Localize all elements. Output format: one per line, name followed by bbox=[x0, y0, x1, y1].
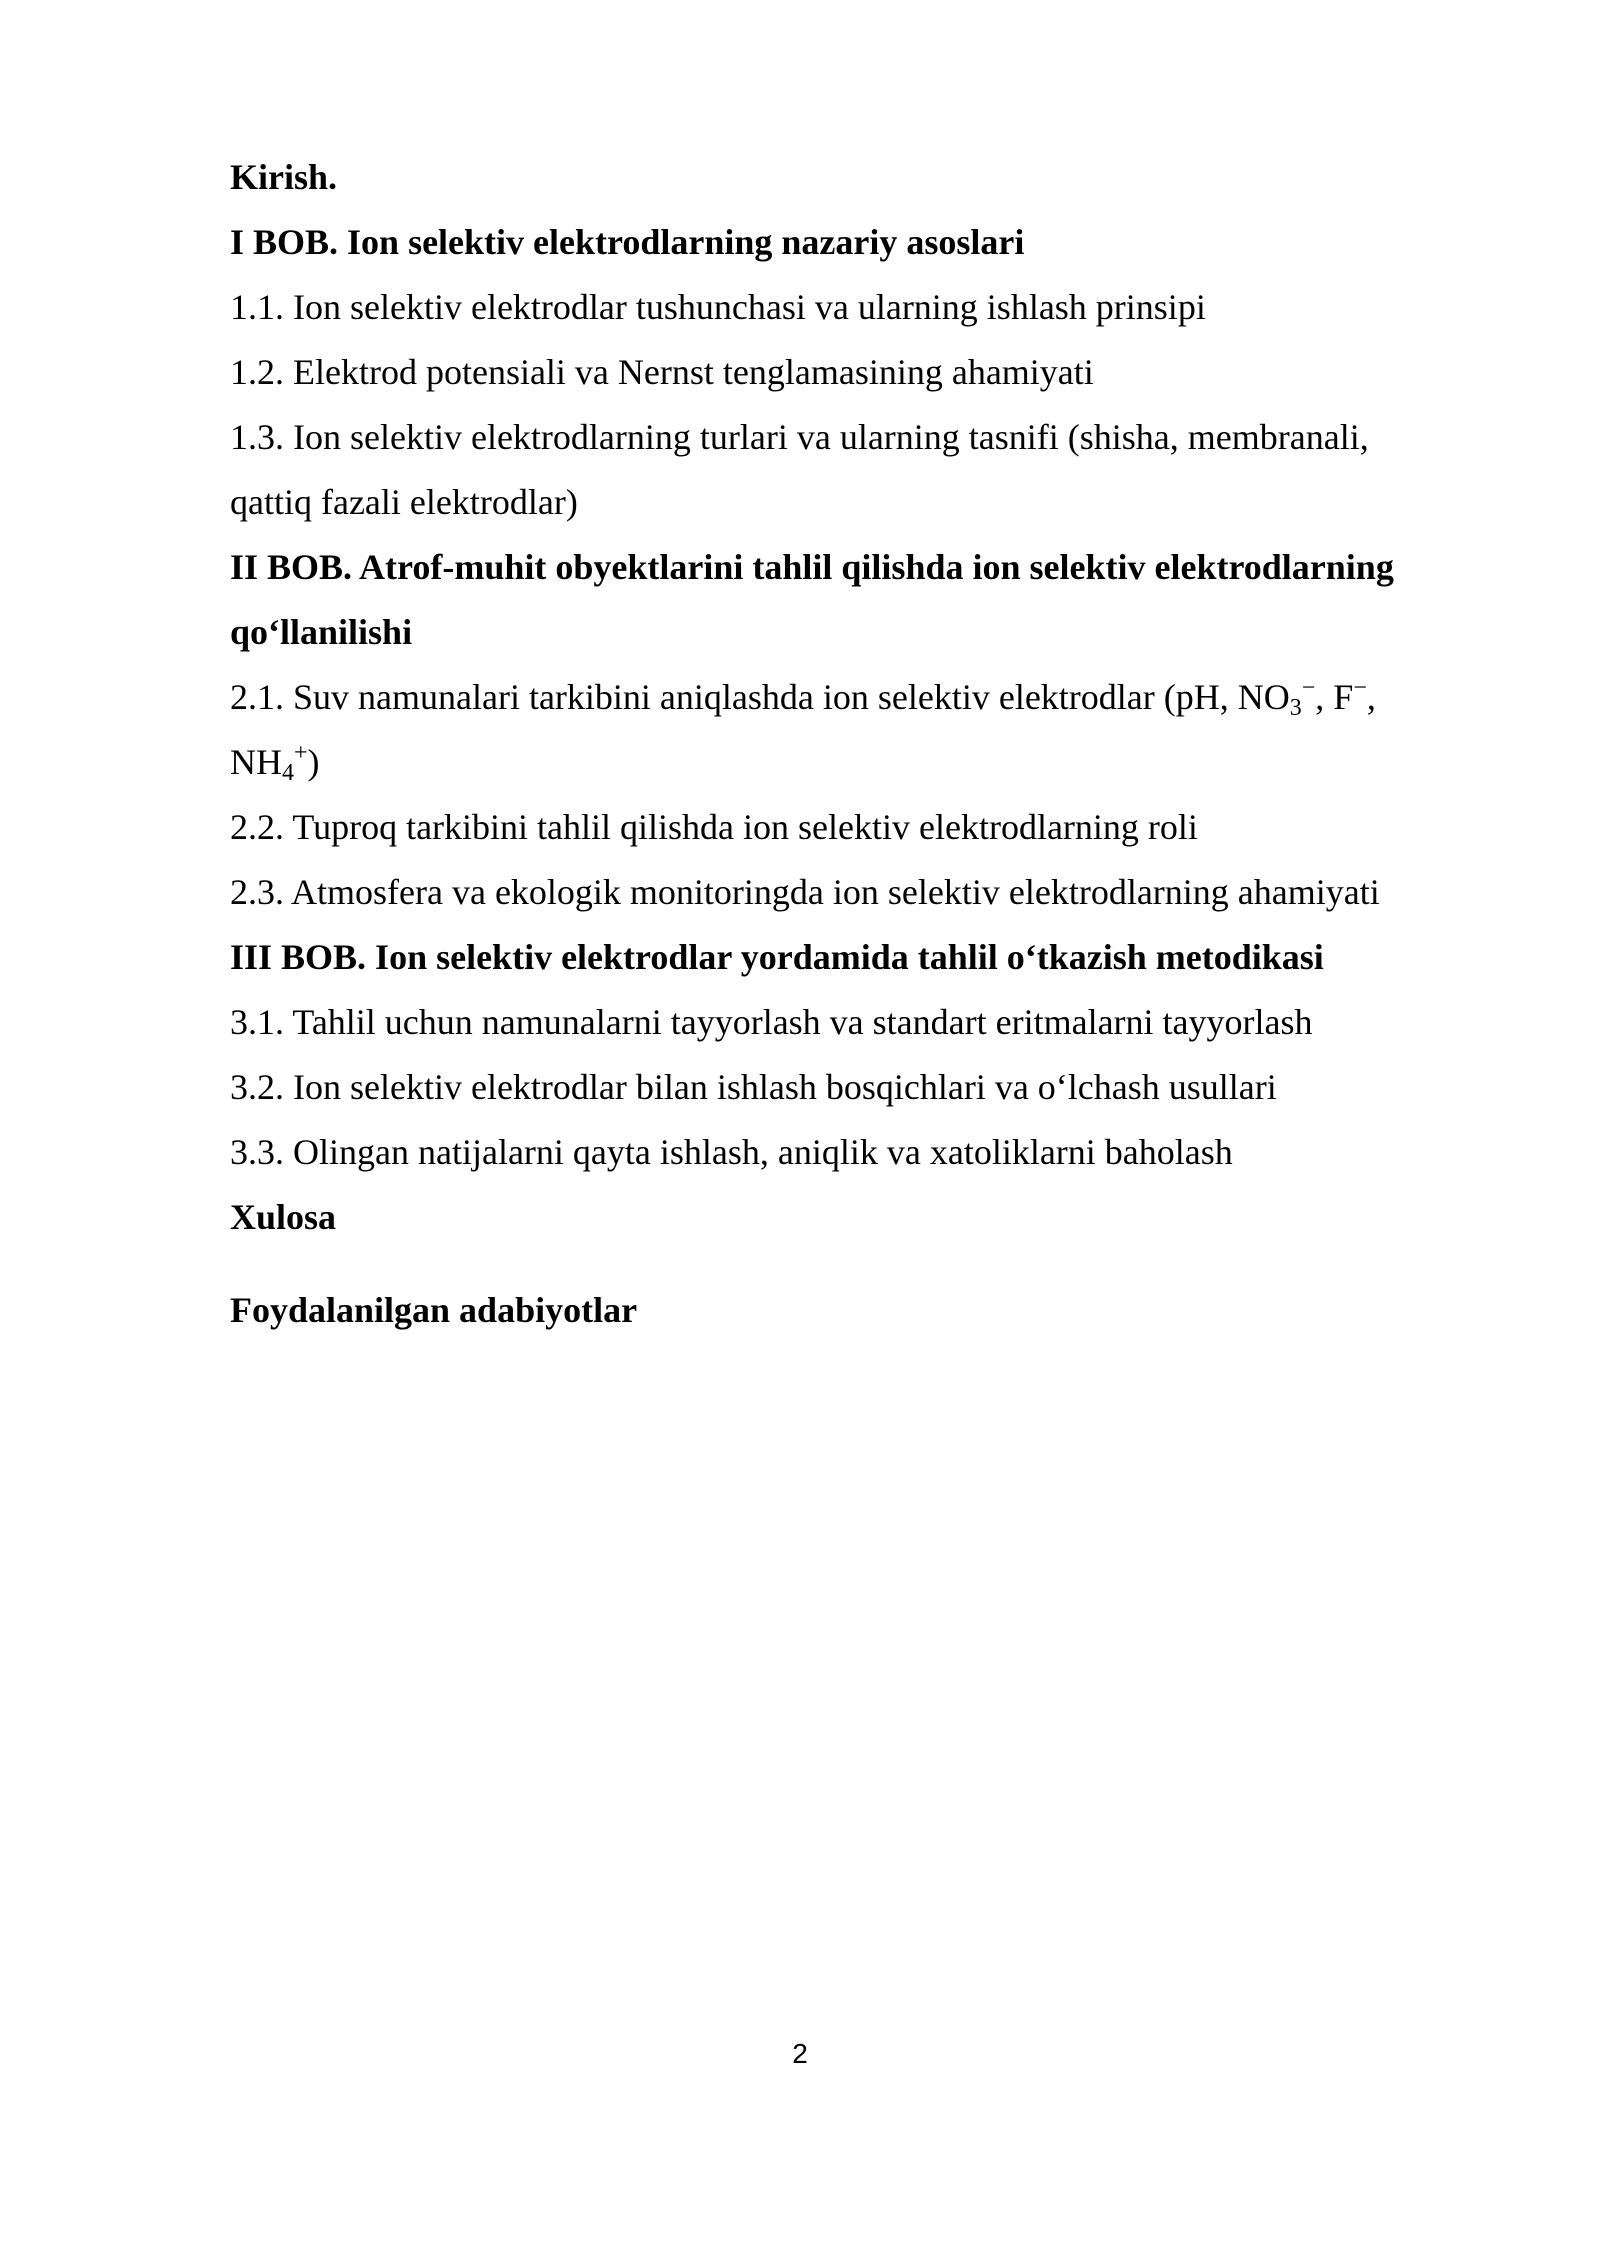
toc-references: Foydalanilgan adabiyotlar bbox=[230, 1290, 638, 1330]
table-of-contents bbox=[230, 145, 1470, 1343]
toc-section-1-3-line-1: 1.3. Ion selektiv elektrodlarning turlari va ularning tasnifi (shisha, membranali, bbox=[230, 417, 1369, 457]
toc-section-3-3: 3.3. Olingan natijalarni qayta ishlash, aniqlik va xatoliklarni baholash bbox=[230, 1132, 1233, 1172]
toc-chapter-3-title: III BOB. Ion selektiv elektrodlar yordamida tahlil o‘tkazish metodikasi bbox=[230, 937, 1324, 977]
toc-section-3-2: 3.2. Ion selektiv elektrodlar bilan ishlash bosqichlari va o‘lchash usullari bbox=[230, 1067, 1277, 1107]
fluoride-symbol: , F bbox=[1315, 677, 1354, 717]
toc-section-1-1: 1.1. Ion selektiv elektrodlar tushunchasi va ularning ishlash prinsipi bbox=[230, 287, 1206, 327]
toc-section-2-1-close: ) bbox=[307, 742, 320, 782]
toc-section-2-1-text: 2.1. Suv namunalari tarkibini aniqlashda ion selektiv elektrodlar (pH, NO bbox=[230, 677, 1290, 717]
toc-section-2-1-line-2 bbox=[230, 730, 1470, 795]
toc-section-2-2: 2.2. Tuproq tarkibini tahlil qilishda ion selektiv elektrodlarning roli bbox=[230, 807, 1198, 847]
ammonium-subscript: 4 bbox=[282, 760, 294, 786]
toc-section-2-1-line-1 bbox=[230, 665, 1470, 730]
toc-chapter-2-title-line-1: II BOB. Atrof-muhit obyektlarini tahlil qilishda ion selektiv elektrodlarning bbox=[230, 547, 1394, 587]
fluoride-charge: − bbox=[1353, 675, 1367, 701]
toc-section-2-1-comma: , bbox=[1366, 677, 1376, 717]
page-number: 2 bbox=[792, 2038, 808, 2069]
toc-section-1-2: 1.2. Elektrod potensiali va Nernst tenglamasining ahamiyati bbox=[230, 352, 1094, 392]
toc-intro: Kirish. bbox=[230, 157, 338, 197]
nitrate-subscript: 3 bbox=[1289, 695, 1302, 721]
toc-section-2-3: 2.3. Atmosfera va ekologik monitoringda ion selektiv elektrodlarning ahamiyati bbox=[230, 872, 1380, 912]
ammonium-charge: + bbox=[294, 740, 308, 766]
toc-section-1-3-line-2: qattiq fazali elektrodlar) bbox=[230, 482, 578, 522]
toc-chapter-1-title: I BOB. Ion selektiv elektrodlarning nazariy asoslari bbox=[230, 222, 1025, 262]
toc-section-3-1: 3.1. Tahlil uchun namunalarni tayyorlash va standart eritmalarni tayyorlash bbox=[230, 1002, 1313, 1042]
nitrate-charge: − bbox=[1301, 675, 1316, 701]
ammonium-symbol: NH bbox=[230, 742, 282, 782]
toc-conclusion: Xulosa bbox=[230, 1197, 337, 1237]
toc-chapter-2-title-line-2: qo‘llanilishi bbox=[230, 612, 413, 652]
